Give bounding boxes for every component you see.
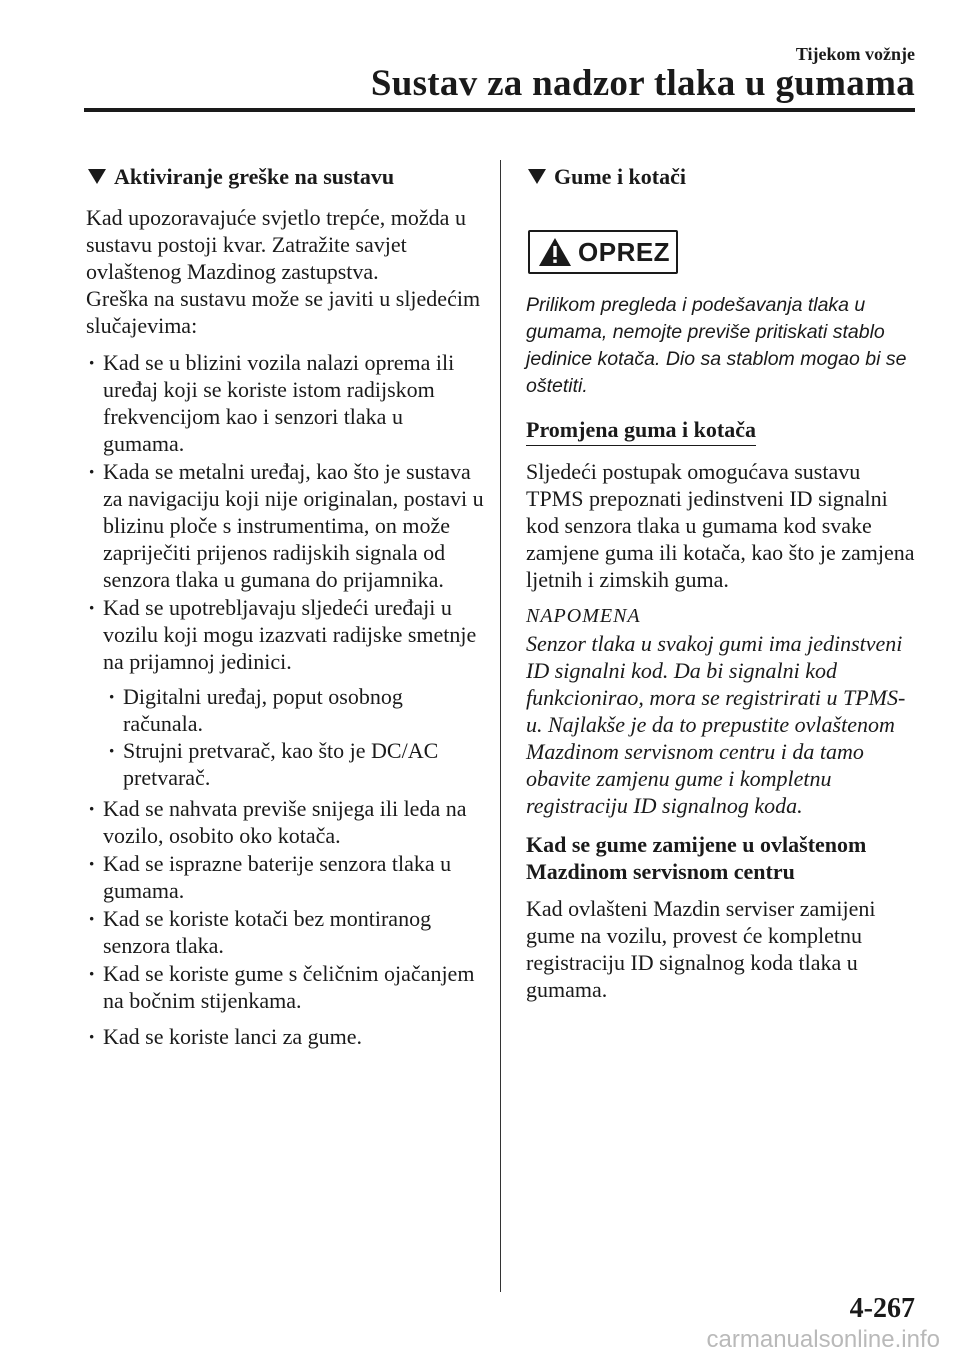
watermark: carmanualsonline.info [706,1326,940,1353]
section-heading-tires [526,163,918,190]
page-number: 4-267 [849,1293,915,1324]
subheading-tire-change: Promjena guma i kotača [526,416,756,446]
list-item: · Kad se nahvata previše snijega ili leda na vozilo, osobito oko kotača. [86,795,486,849]
triangle-marker-icon [528,169,546,184]
caution-label: OPREZ [578,236,671,267]
right-column [526,163,918,1003]
note-text: Senzor tlaka u svakoj gumi ima jedinstveni ID signalni kod. Da bi signalni kod funkcionirao, mora se registrirati u TPMS-u. Najlakše je da to prepustite ovlaštenom Mazdinom servisnom centru i da tamo obavite zamjenu gume i kompletnu registraciju ID signalnog koda. [526,631,906,818]
list-item: · Kad se upotrebljavaju sljedeći uređaji u vozilu koji mogu izazvati radijske smetnje na prijamnoj jedinici. [86,594,486,675]
list-item: · Kada se metalni uređaj, kao što je sustava za navigaciju koji nije originalan, postavi u blizinu ploče s instrumentima, on može zapriječiti prijenos radijskih signala od senzora tlaka u gumana do prijamnika. [86,458,486,593]
section-heading-malfunction [86,163,486,190]
malfunction-list-2 [86,795,486,1050]
sub-list-item: · Digitalni uređaj, poput osobnog računala. [106,683,486,737]
intro-paragraph: Kad upozoravajuće svjetlo trepće, možda u sustavu postoji kvar. Zatražite savjet ovlaštenog Mazdinog zastupstva. [86,205,466,284]
sub-list-item: · Strujni pretvarač, kao što je DC/AC pretvarač. [106,737,486,791]
warning-triangle-icon [538,237,572,267]
list-item: · Kad se u blizini vozila nalazi oprema ili uređaj koji se koriste istom radijskom frekvencijom kao i senzori tlaka u gumama. [86,349,486,457]
list-item: · Kad se koriste gume s čeličnim ojačanjem na bočnim stijenkama. [86,960,486,1014]
left-column [86,163,486,1051]
section-label: Tijekom vožnje [795,44,915,64]
header-rule [84,108,915,112]
triangle-marker-icon [88,169,106,184]
device-sublist [106,683,486,791]
heading-text: Gume i kotači [554,164,686,189]
heading-text: Aktiviranje greške na sustavu [114,164,395,189]
malfunction-list [86,349,486,675]
note-title: NAPOMENA [526,605,641,627]
dealer-heading: Kad se gume zamijene u ovlaštenom Mazdinom servisnom centru [526,832,867,884]
list-item: · Kad se koriste kotači bez montiranog senzora tlaka. [86,905,486,959]
list-item: · Kad se isprazne baterije senzora tlaka u gumama. [86,850,486,904]
intro-paragraph-2: Greška na sustavu može se javiti u sljedećim slučajevima: [86,286,481,338]
list-item: · Kad se koriste lanci za gume. [86,1023,486,1050]
procedure-paragraph: Sljedeći postupak omogućava sustavu TPMS prepoznati jedinstveni ID signalni kod senzora tlaka u gumama kod svake zamjene guma ili kotača, kao što je zamjena ljetnih i zimskih guma. [526,459,915,592]
caution-text: Prilikom pregleda i podešavanja tlaka u gumama, nemojte previše pritiskati stablo jedinice kotača. Dio sa stablom mogao bi se oštetiti. [526,294,907,397]
column-divider [500,160,501,1292]
caution-badge [528,230,678,274]
dealer-paragraph: Kad ovlašteni Mazdin serviser zamijeni gume na vozilu, provest će kompletnu registraciju ID signalnog koda tlaka u gumama. [526,896,876,1002]
page-title: Sustav za nadzor tlaka u gumama [370,63,915,104]
